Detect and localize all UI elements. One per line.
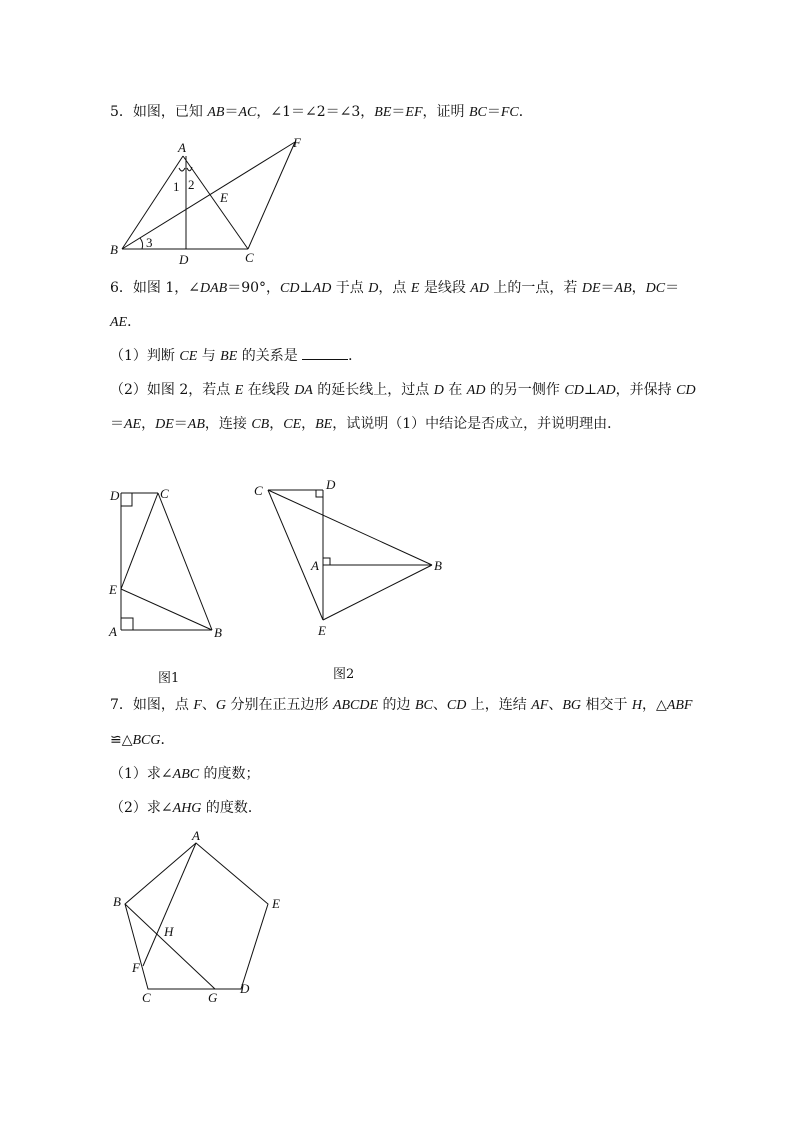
angle-label-3: 3 — [146, 235, 153, 250]
label-A: A — [178, 140, 186, 155]
figure-1-caption: 图1 — [158, 671, 180, 686]
angle-3-arc — [140, 238, 143, 249]
figure-2-caption: 图2 — [333, 667, 355, 682]
label-D: D — [326, 477, 336, 492]
segment-BG — [125, 904, 215, 989]
q7-part2: （2）求∠AHG 的度数． — [110, 800, 262, 816]
label-B: B — [110, 242, 118, 257]
label-C: C — [254, 483, 263, 498]
q6-figure-2 — [250, 478, 455, 643]
right-angle-mark-A — [121, 618, 133, 630]
label-A: A — [311, 558, 319, 573]
segment-AB — [122, 156, 183, 249]
segment-CE — [268, 490, 323, 620]
segment-CF — [248, 142, 295, 249]
label-G: G — [208, 990, 218, 1005]
q6-figure-1 — [105, 483, 245, 648]
label-D: D — [110, 488, 120, 503]
label-A: A — [192, 828, 200, 843]
q5-statement: 5．如图，已知 AB＝AC，∠1＝∠2＝∠3，BE＝EF，证明 BC＝FC． — [110, 104, 533, 120]
label-C: C — [160, 486, 169, 501]
pentagon-ABCDE — [125, 843, 268, 989]
q6-part1: （1）判断 CE 与 BE 的关系是 ． — [110, 348, 363, 364]
q7-figure — [105, 828, 305, 1008]
segment-CB — [268, 490, 432, 565]
right-angle-mark-D — [121, 493, 132, 506]
segment-AF — [143, 843, 196, 966]
angle-label-2: 2 — [188, 177, 195, 192]
q6-part2-line1: （2）如图 2，若点 E 在线段 DA 的延长线上，过点 D 在 AD 的另一侧作 CD⊥AD，并保持 CD — [110, 382, 696, 398]
answer-blank[interactable] — [302, 347, 348, 360]
label-H: H — [164, 924, 174, 939]
label-B: B — [113, 894, 121, 909]
label-D: D — [179, 252, 189, 267]
label-B: B — [434, 558, 442, 573]
label-E: E — [220, 190, 228, 205]
label-E: E — [272, 896, 280, 911]
label-F: F — [132, 960, 140, 975]
right-angle-mark-D — [316, 490, 323, 497]
q6-statement-line2: AE． — [110, 314, 142, 330]
angle-1-arc — [179, 168, 185, 171]
label-C: C — [142, 990, 151, 1005]
q7-statement-line2: ≌△BCG． — [110, 732, 175, 748]
q6-statement-line1: 6．如图 1，∠DAB＝90°，CD⊥AD 于点 D，点 E 是线段 AD 上的一点，若 DE＝AB，DC＝ — [110, 280, 680, 296]
q7-statement-line1: 7．如图，点 F、G 分别在正五边形 ABCDE 的边 BC、CD 上，连结 AF、BG 相交于 H，△ABF — [110, 697, 693, 713]
segment-EB — [323, 565, 432, 620]
segment-BF — [122, 142, 295, 249]
segment-CE — [121, 493, 158, 589]
angle-label-1: 1 — [173, 179, 180, 194]
q5-figure — [100, 130, 320, 270]
label-A: A — [109, 624, 117, 639]
segment-AC — [183, 156, 248, 249]
q6-part2-line2: ＝AE，DE＝AB，连接 CB，CE，BE，试说明（1）中结论是否成立，并说明理由． — [110, 416, 622, 432]
label-E: E — [318, 623, 326, 638]
q7-part1: （1）求∠ABC 的度数； — [110, 766, 260, 782]
label-C: C — [245, 250, 254, 265]
label-E: E — [109, 582, 117, 597]
label-F: F — [293, 135, 301, 150]
label-B: B — [214, 625, 222, 640]
label-D: D — [240, 981, 250, 996]
right-angle-mark-A — [323, 558, 330, 565]
